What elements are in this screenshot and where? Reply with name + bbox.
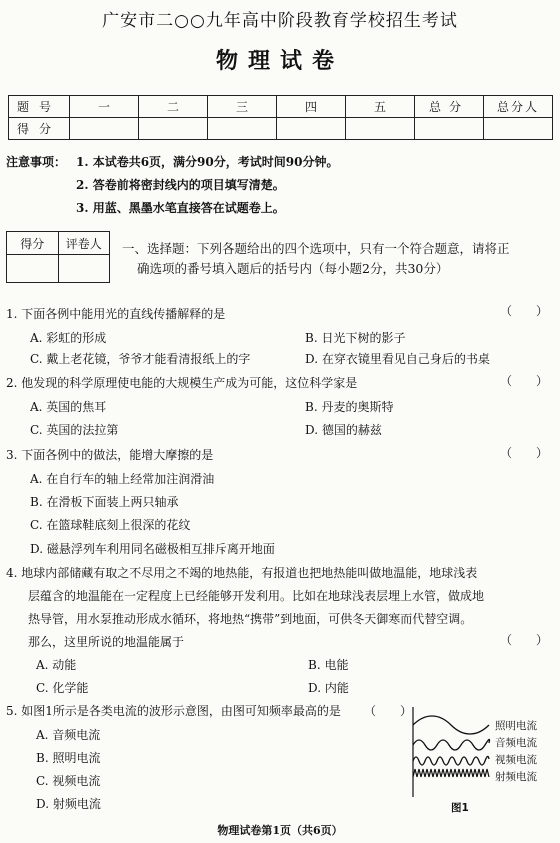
question-4-option-a[interactable]: A. 动能	[36, 658, 77, 672]
question-2-answer-bracket[interactable]: （ ）	[500, 374, 549, 388]
score-col-4: 四	[277, 96, 346, 118]
question-3-option-c[interactable]: C. 在篮球鞋底刻上很深的花纹	[30, 518, 191, 532]
figure-1-waveforms	[405, 705, 557, 815]
score-cell	[208, 118, 277, 140]
question-2-option-c[interactable]: C. 英国的法拉第	[30, 423, 119, 437]
notice-item-3: 3. 用蓝、黑墨水笔直接答在试题卷上。	[76, 201, 285, 215]
question-4-stem-line3: 热导管，用水泵推动形成水循环，将地热“携带”到地面，可供冬天御寒而代替空调。	[28, 612, 473, 626]
question-2-option-b[interactable]: B. 丹麦的奥斯特	[305, 400, 394, 414]
grader-score-label: 得分	[7, 232, 59, 255]
question-5-option-d[interactable]: D. 射频电流	[36, 797, 101, 811]
subject-title: 物理试卷	[215, 48, 344, 74]
score-cell	[277, 118, 346, 140]
question-5-answer-bracket[interactable]: （ ）	[364, 704, 413, 718]
page-footer: 物理试卷第1页（共6页）	[217, 824, 343, 837]
score-cell	[346, 118, 415, 140]
section-heading-line2: 确选项的番号填入题后的括号内（每小题2分，共30分）	[137, 261, 449, 276]
question-1-option-c[interactable]: C. 戴上老花镜，爷爷才能看清报纸上的字	[30, 352, 251, 366]
question-2-option-a[interactable]: A. 英国的焦耳	[30, 400, 107, 414]
question-3-answer-bracket[interactable]: （ ）	[500, 446, 549, 460]
score-col-1: 一	[70, 96, 139, 118]
grader-table	[6, 231, 110, 283]
notice-label: 注意事项：	[6, 155, 67, 169]
score-cell	[415, 118, 484, 140]
section-heading-line1: 一、选择题：下列各题给出的四个选项中，只有一个符合题意，请将正	[122, 241, 510, 256]
score-col-3: 三	[208, 96, 277, 118]
question-4-option-b[interactable]: B. 电能	[308, 658, 349, 672]
question-5-option-b[interactable]: B. 照明电流	[36, 751, 101, 765]
question-1-option-d[interactable]: D. 在穿衣镜里看见自己身后的书桌	[305, 352, 490, 366]
question-3-stem: 3. 下面各例中的做法，能增大摩擦的是	[6, 448, 214, 462]
question-4-stem-line4: 那么，这里所说的地温能属于	[28, 635, 185, 649]
score-table	[8, 95, 553, 140]
question-2-stem: 2. 他发现的科学原理使电能的大规模生产成为可能，这位科学家是	[6, 376, 358, 390]
question-1-stem: 1. 下面各例中能用光的直线传播解释的是	[6, 307, 226, 321]
grader-reviewer-cell	[58, 255, 110, 283]
waveform-video	[413, 756, 489, 765]
question-3-option-b[interactable]: B. 在滑板下面装上两只轴承	[30, 495, 179, 509]
question-4-stem-line2: 层蕴含的地温能在一定程度上已经能够开发利用。比如在地球浅表层埋上水管，做成地	[28, 589, 485, 603]
label-radio: 射频电流	[495, 771, 537, 783]
grader-reviewer-label: 评卷人	[58, 232, 110, 255]
grader-score-cell	[7, 255, 59, 283]
waveform-audio	[413, 739, 490, 750]
question-2-option-d[interactable]: D. 德国的赫兹	[305, 423, 382, 437]
score-col-total: 总分	[415, 96, 484, 118]
question-5-stem: 5. 如图1所示是各类电流的波形示意图，由图可知频率最高的是	[6, 704, 341, 718]
label-lighting: 照明电流	[495, 720, 537, 732]
score-cell	[484, 118, 553, 140]
question-1-option-a[interactable]: A. 彩虹的形成	[30, 331, 107, 345]
question-1-answer-bracket[interactable]: （ ）	[500, 304, 549, 318]
waveform-lighting	[413, 716, 489, 734]
question-3-option-a[interactable]: A. 在自行车的轴上经常加注润滑油	[30, 472, 215, 486]
question-4-option-c[interactable]: C. 化学能	[36, 681, 89, 695]
question-1-option-b[interactable]: B. 日光下树的影子	[305, 331, 406, 345]
score-col-5: 五	[346, 96, 415, 118]
score-cell	[139, 118, 208, 140]
score-cell	[70, 118, 139, 140]
label-video: 视频电流	[495, 754, 537, 766]
question-4-option-d[interactable]: D. 内能	[308, 681, 349, 695]
figure-caption: 图1	[451, 802, 469, 814]
question-5-option-c[interactable]: C. 视频电流	[36, 774, 101, 788]
notice-item-1: 1. 本试卷共6页，满分90分，考试时间90分钟。	[76, 155, 339, 169]
score-table-row-label: 得分	[9, 118, 70, 140]
question-4-stem-line1: 4. 地球内部储藏有取之不尽用之不竭的地热能，有报道也把地热能叫做地温能，地球浅表	[6, 566, 478, 580]
waveform-radio	[413, 769, 489, 777]
question-3-option-d[interactable]: D. 磁悬浮列车利用同名磁极相互排斥离开地面	[30, 542, 275, 556]
score-table-header-label: 题号	[9, 96, 70, 118]
label-audio: 音频电流	[495, 737, 537, 749]
notice-item-2: 2. 答卷前将密封线内的项目填写清楚。	[76, 178, 285, 192]
exam-title: 广安市二○○九年高中阶段教育学校招生考试	[102, 11, 458, 31]
score-col-2: 二	[139, 96, 208, 118]
question-4-answer-bracket[interactable]: （ ）	[500, 633, 549, 647]
question-5-option-a[interactable]: A. 音频电流	[36, 728, 101, 742]
score-col-scorer: 总分人	[484, 96, 553, 118]
